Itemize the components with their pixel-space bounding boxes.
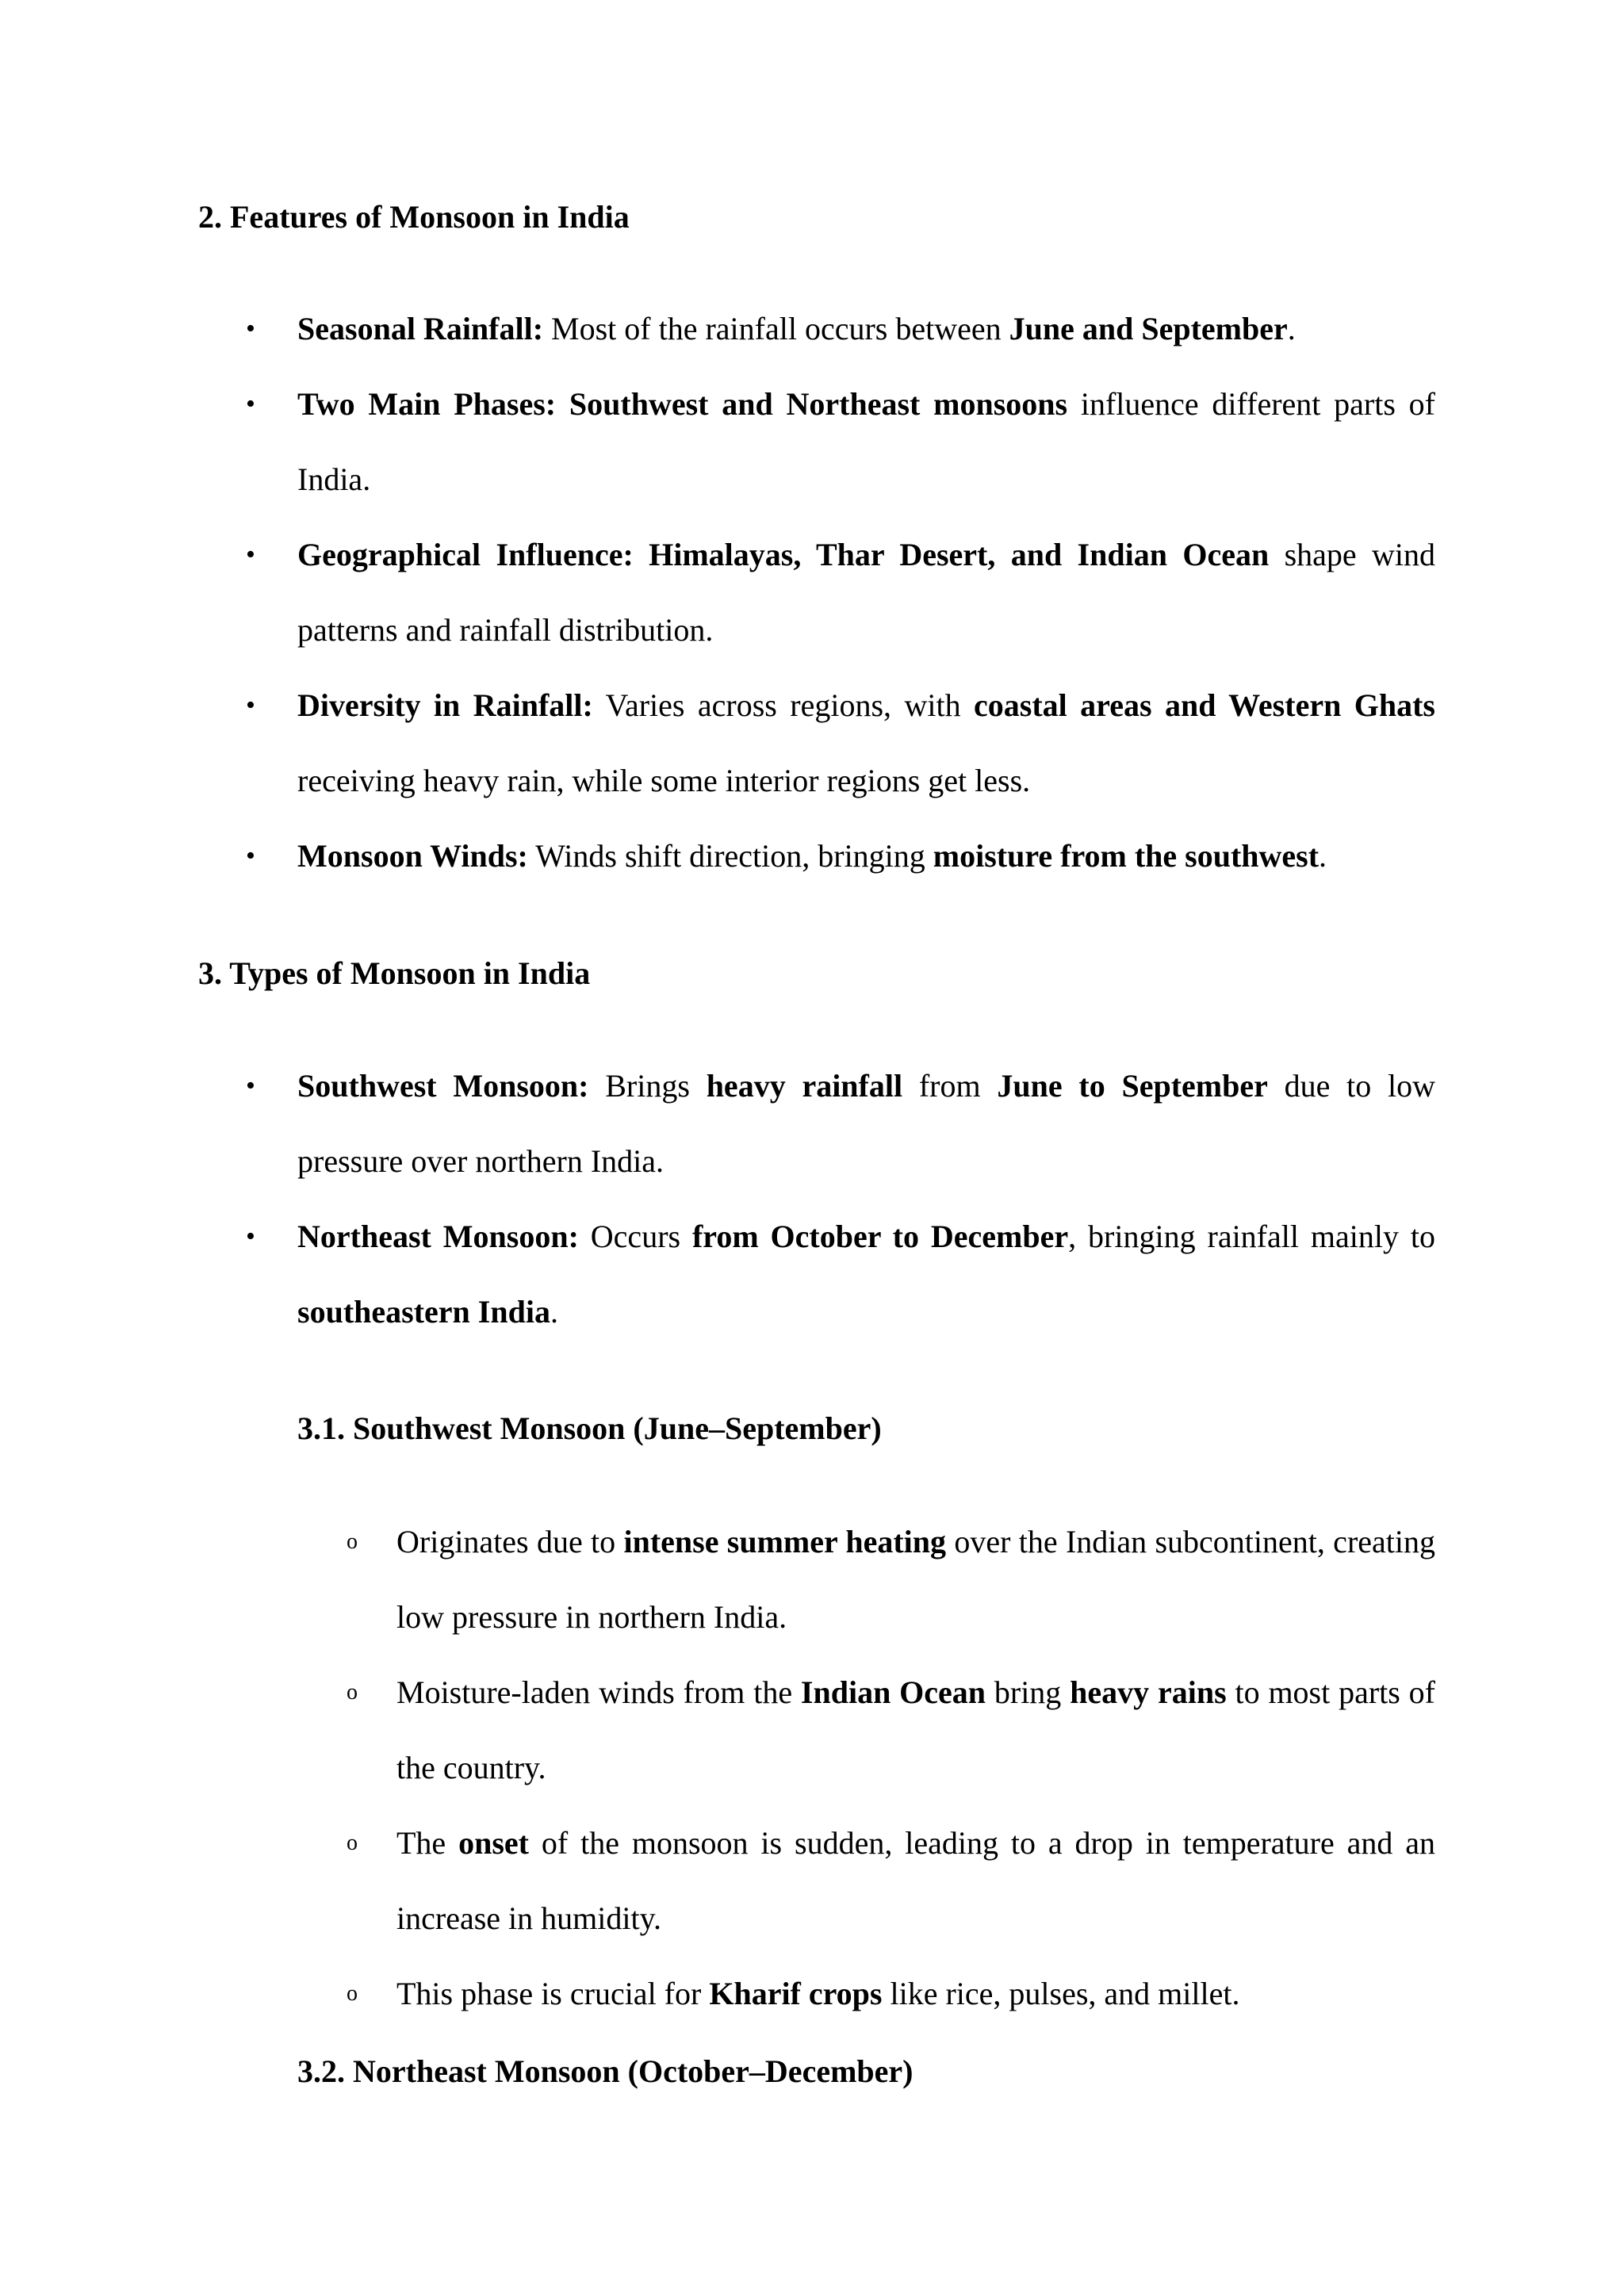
text-run: Winds shift direction, bringing [527,838,933,874]
text-run: receiving heavy rain, while some interior regions get less. [297,763,1031,798]
text-run: bring [986,1674,1071,1710]
southwest-details-list [297,1504,1435,2031]
disc-bullet-icon: • [246,691,255,720]
features-list [198,291,1435,894]
bold-text: Geographical Influence: Himalayas, Thar Desert, and Indian Ocean [297,537,1270,572]
bold-text: Southwest Monsoon: [297,1068,589,1104]
disc-bullet-icon: • [246,1071,255,1100]
text-run: influence different parts of India. [297,386,1436,497]
text-run: The [396,1825,459,1861]
circle-bullet-icon: o [347,1680,358,1705]
bold-text: Indian Ocean [800,1674,986,1710]
bold-text: heavy rains [1070,1674,1227,1710]
text-run: of the monsoon is sudden, leading to a drop in temperature and an increase in humidity. [396,1825,1436,1936]
text-run: like rice, pulses, and millet. [882,1976,1240,2011]
bold-text: intense summer heating [623,1524,947,1559]
list-item [297,1805,1435,1956]
text-run: over the Indian subcontinent, creating low pressure in northern India. [396,1524,1435,1635]
disc-bullet-icon: • [246,540,255,569]
subsection-heading-northeast: 3.2. Northeast Monsoon (October–December) [297,2053,914,2089]
bold-text: Seasonal Rainfall: [297,311,544,346]
text-run: to most parts of the country. [396,1674,1435,1785]
list-item [198,1048,1435,1199]
circle-bullet-icon: o [347,1831,358,1855]
bold-text: Diversity in Rainfall: [297,687,593,723]
circle-bullet-icon: o [347,1981,358,2006]
text-run: Occurs [578,1219,692,1254]
subsection-heading-southwest: 3.1. Southwest Monsoon (June–September) [297,1410,882,1446]
list-item [198,291,1435,366]
list-item [297,1655,1435,1805]
text-run: . [1319,838,1327,874]
text-run: Originates due to [396,1524,624,1559]
text-run: , bringing rainfall mainly to [1068,1219,1436,1254]
list-item [198,366,1435,517]
list-item [198,1199,1435,1349]
types-list [198,1048,1435,1349]
circle-bullet-icon: o [347,1529,358,1554]
disc-bullet-icon: • [246,1222,255,1251]
section-heading-features: 2. Features of Monsoon in India [198,199,630,235]
bold-text: moisture from the southwest [933,838,1320,874]
text-run: . [1287,311,1296,346]
list-item [198,517,1435,668]
disc-bullet-icon: • [246,841,255,871]
bold-text: June to September [997,1068,1268,1104]
list-item [297,1504,1435,1655]
section-heading-types: 3. Types of Monsoon in India [198,955,591,991]
text-run: Most of the rainfall occurs between [543,311,1009,346]
disc-bullet-icon: • [246,389,255,419]
text-run: . [550,1294,558,1330]
bold-text: onset [458,1825,529,1861]
text-run: Moisture-laden winds from the [396,1674,801,1710]
text-run: due to low pressure over northern India. [297,1068,1435,1179]
disc-bullet-icon: • [246,314,255,343]
bold-text: Kharif crops [709,1976,883,2011]
bold-text: southeastern India [297,1294,550,1330]
text-run: This phase is crucial for [396,1976,710,2011]
bold-text: Two Main Phases: Southwest and Northeast monsoons [297,386,1068,422]
text-run: from [902,1068,998,1104]
text-run: Varies across regions, with [592,687,974,723]
bold-text: from October to December [691,1219,1069,1254]
list-item [198,668,1435,818]
bold-text: coastal areas and Western Ghats [974,687,1435,723]
bold-text: heavy rainfall [706,1068,903,1104]
list-item [198,818,1435,894]
bold-text: June and September [1009,311,1288,346]
text-run: Brings [588,1068,707,1104]
bold-text: Northeast Monsoon: [297,1219,579,1254]
list-item [297,1956,1435,2031]
bold-text: Monsoon Winds: [297,838,528,874]
text-run: shape wind patterns and rainfall distribution. [297,537,1435,648]
